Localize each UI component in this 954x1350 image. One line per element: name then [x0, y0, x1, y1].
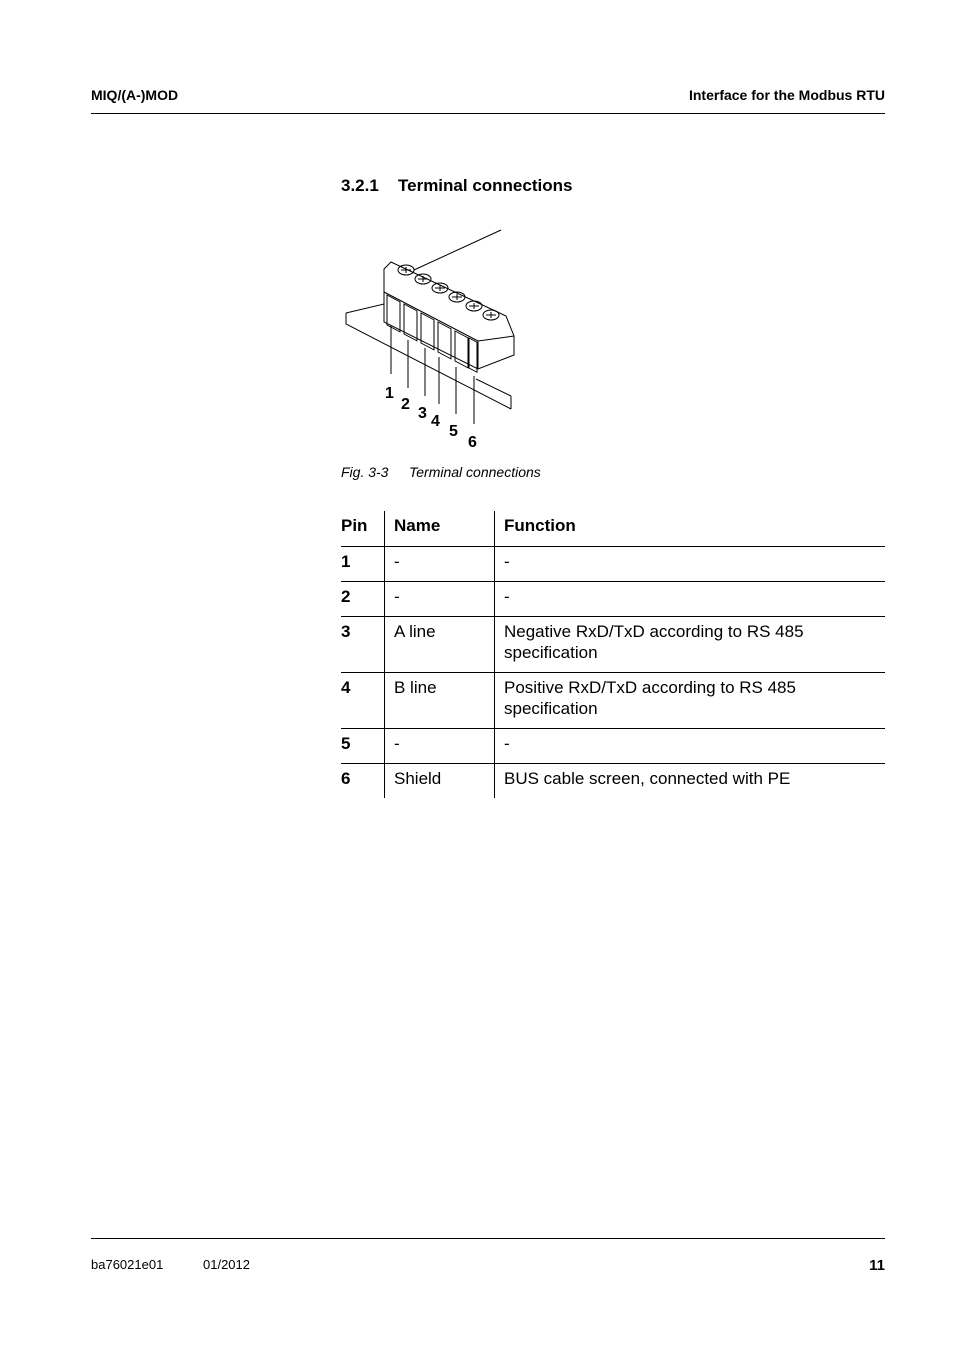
footer-document-id: ba76021e01 [91, 1257, 164, 1272]
pin-label-6: 6 [468, 434, 477, 451]
running-header-right: Interface for the Modbus RTU [688, 87, 885, 103]
cell-function: - [495, 729, 886, 764]
figure-number: Fig. 3-3 [341, 464, 389, 480]
terminal-block-drawing [336, 224, 526, 454]
cell-name: B line [385, 673, 495, 729]
cell-name: Shield [385, 764, 495, 799]
table-row [341, 729, 885, 764]
cell-pin: 6 [341, 764, 385, 799]
table-row [341, 673, 885, 729]
section-heading [341, 176, 572, 196]
column-header-pin: Pin [341, 516, 368, 535]
cell-name: A line [385, 617, 495, 673]
pin-label-1: 1 [385, 385, 394, 402]
cell-pin: 4 [341, 673, 385, 729]
pin-table [341, 511, 885, 798]
cell-name: - [385, 729, 495, 764]
table-row [341, 582, 885, 617]
cell-name: - [385, 582, 495, 617]
pin-label-5: 5 [449, 423, 458, 440]
cell-pin: 5 [341, 729, 385, 764]
cell-pin: 2 [341, 582, 385, 617]
pin-label-3: 3 [418, 405, 427, 422]
terminal-block-figure [336, 224, 526, 454]
table-row [341, 617, 885, 673]
pin-label-4: 4 [431, 413, 440, 430]
cell-function: - [495, 582, 886, 617]
cell-name: - [385, 547, 495, 582]
table-header-row [341, 511, 885, 547]
page-number: 11 [869, 1257, 885, 1274]
figure-caption [341, 464, 541, 480]
cell-pin: 1 [341, 547, 385, 582]
section-title: Terminal connections [398, 176, 573, 195]
cell-function: BUS cable screen, connected with PE [495, 764, 886, 799]
column-header-name: Name [385, 511, 495, 547]
cell-function: Negative RxD/TxD according to RS 485 specification [495, 617, 886, 673]
column-header-function: Function [495, 511, 886, 547]
table-row [341, 547, 885, 582]
section-number: 3.2.1 [341, 176, 379, 195]
cell-function: - [495, 547, 886, 582]
footer-date: 01/2012 [203, 1257, 250, 1272]
cell-function: Positive RxD/TxD according to RS 485 specification [495, 673, 886, 729]
header-rule [91, 113, 885, 114]
cell-pin: 3 [341, 617, 385, 673]
footer-rule [91, 1238, 885, 1239]
running-header-left: MIQ/(A-)MOD [91, 87, 179, 103]
pin-label-2: 2 [401, 396, 410, 413]
figure-caption-text: Terminal connections [409, 464, 541, 480]
table-row [341, 764, 885, 799]
